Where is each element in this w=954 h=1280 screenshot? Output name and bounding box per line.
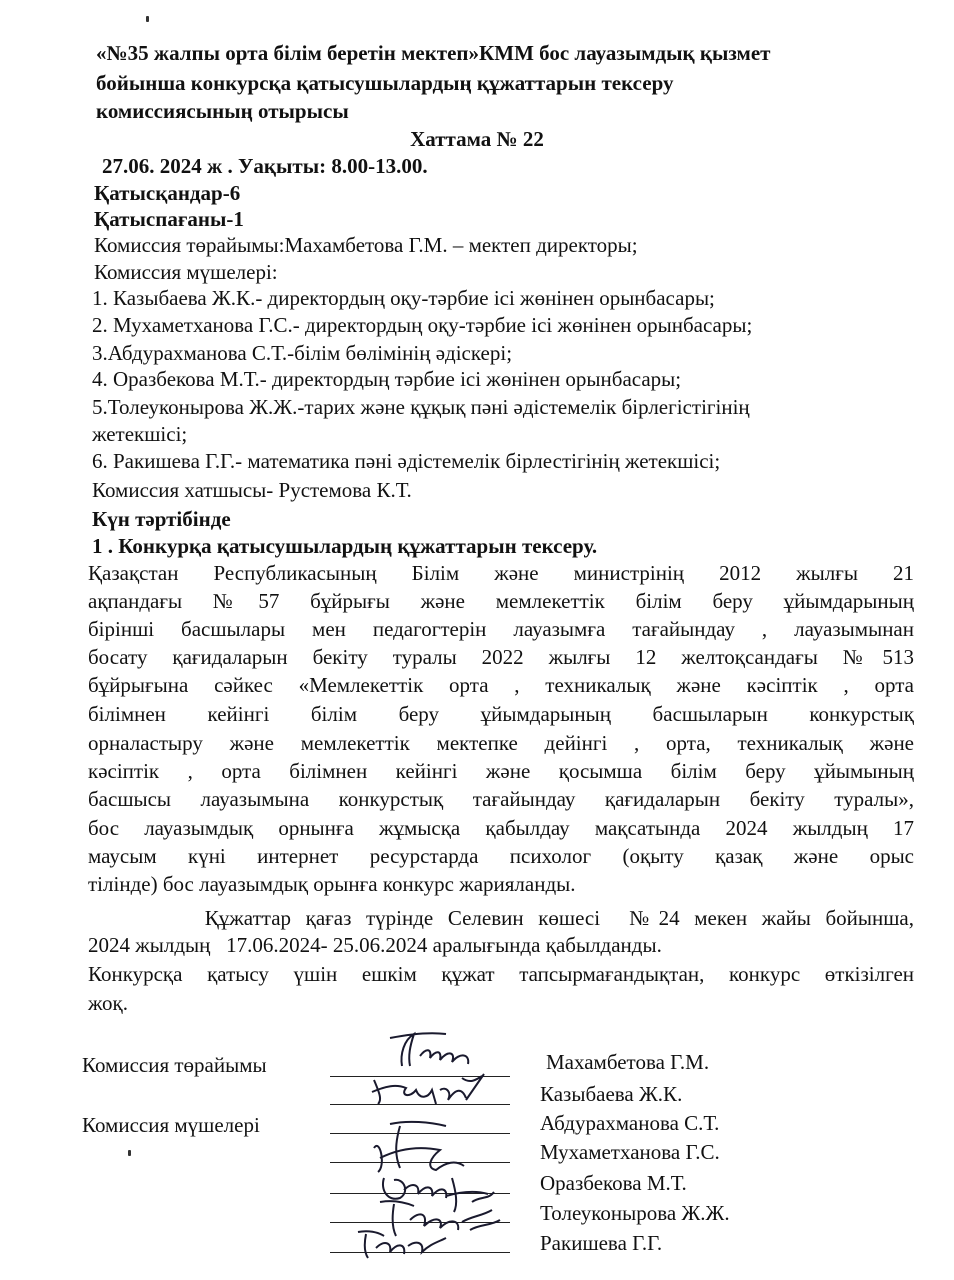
signatory-name: Казыбаева Ж.К. xyxy=(540,1082,683,1106)
agenda-paragraph-1-line: бірінші басшылары мен педагогтерін лауазымға тағайындау , лауазымынан xyxy=(88,617,914,641)
document-title-line-3: комиссиясының отырысы xyxy=(96,99,349,123)
commission-members-heading: Комиссия мүшелері: xyxy=(94,260,278,284)
agenda-paragraph-1-line: босату қағидаларын бекіту туралы 2022 жылғы 12 желтоқсандағы №513 xyxy=(88,645,914,669)
agenda-paragraph-1-line: бос лауазымдық орнынға жұмысқа қабылдау мақсатында 2024 жылдың 17 xyxy=(88,816,914,840)
present-count: Қатысқандар-6 xyxy=(94,181,241,205)
agenda-paragraph-2-last-line: 2024 жылдың 17.06.2024- 25.06.2024 аралығында қабылданды. xyxy=(88,933,662,957)
agenda-item-1: 1 . Конкурқа қатысушылардың құжаттарын тексеру. xyxy=(92,534,598,558)
signatory-name: Ракишева Г.Г. xyxy=(540,1231,663,1255)
document-title-line-2: бойынша конкурсқа қатысушылардың құжаттарын тексеру xyxy=(96,71,674,95)
agenda-paragraph-1-line: орналастыру және мемлекеттік мектепке дейінгі , орта, техникалық және xyxy=(88,731,914,755)
commission-member-4: 4. Оразбекова М.Т.- директордың тәрбие ісі жөнінен орынбасары; xyxy=(92,367,682,391)
agenda-paragraph-1-line: бұйрығына сәйкес «Мемлекеттік орта , техникалық және кәсіптік , орта xyxy=(88,673,914,697)
agenda-paragraph-2-line: Құжаттар қағаз түрінде Селевин көшесі №24 мекен жайы бойынша, xyxy=(88,906,914,930)
commission-member-2: 2. Мухаметханова Г.С.- директордың оқу-тәрбие ісі жөнінен орынбасары; xyxy=(92,313,753,337)
signatory-name: Оразбекова М.Т. xyxy=(540,1171,687,1195)
signatory-name: Абдурахманова С.Т. xyxy=(540,1111,720,1135)
protocol-number: Хаттама № 22 xyxy=(410,127,544,151)
commission-member-3: 3.Абдурахманова С.Т.-білім бөлімінің әдіскері; xyxy=(92,341,513,365)
agenda-paragraph-1-line: ақпандағы №57 бұйрығы және мемлекеттік білім беру ұйымдарының xyxy=(88,589,914,613)
signatory-name: Толеуконырова Ж.Ж. xyxy=(540,1201,730,1225)
handwritten-signature xyxy=(380,1026,490,1074)
commission-secretary: Комиссия хатшысы- Рустемова К.Т. xyxy=(92,478,412,502)
agenda-heading: Күн тәртібінде xyxy=(92,507,231,531)
commission-member-5: 5.Толеуконырова Ж.Ж.-тарих және құқық пәні әдістемелік бірлегістігінің xyxy=(92,395,750,419)
agenda-paragraph-1-line: маусым күні интернет ресурстарда психолог (оқыту қазақ және орыс xyxy=(88,844,914,868)
signatory-name: Махамбетова Г.М. xyxy=(546,1050,710,1074)
commission-chair: Комиссия төрайымы:Махамбетова Г.М. – мектеп директоры; xyxy=(94,233,638,257)
scan-speck xyxy=(128,1150,131,1156)
agenda-paragraph-1-last-line: тілінде) бос лауазымдық орынға конкурс жарияланды. xyxy=(88,872,576,896)
agenda-paragraph-1-line: Қазақстан Республикасының Білім және министрінің 2012 жылғы 21 xyxy=(88,561,914,585)
scan-speck xyxy=(146,16,149,22)
absent-count: Қатыспағаны-1 xyxy=(94,207,244,231)
handwritten-signature xyxy=(366,1070,496,1110)
chair-signature-label: Комиссия төрайымы xyxy=(82,1053,267,1077)
commission-member-1: 1. Казыбаева Ж.К.- директордың оқу-тәрбие ісі жөнінен орынбасары; xyxy=(92,286,715,310)
handwritten-signature xyxy=(350,1226,460,1262)
agenda-paragraph-1-line: басшысы лауазымына конкурстық тағайындау қағидаларын бекіту туралы», xyxy=(88,787,914,811)
agenda-paragraph-3-line: Конкурсқа қатысу үшін ешкім құжат тапсырмағандықтан, конкурс өткізілген xyxy=(88,962,914,986)
meeting-date-time: 27.06. 2024 ж . Уақыты: 8.00-13.00. xyxy=(102,154,428,178)
signatory-name: Мухаметханова Г.С. xyxy=(540,1140,720,1164)
agenda-paragraph-1-line: кәсіптік , орта білімнен кейінгі және қосымша білім беру ұйымының xyxy=(88,759,914,783)
agenda-paragraph-1-line: білімнен кейінгі білім беру ұйымдарының басшыларын конкурстық xyxy=(88,702,914,726)
commission-member-5-cont: жетекшісі; xyxy=(92,422,188,446)
agenda-paragraph-3-last-line: жоқ. xyxy=(88,991,128,1015)
commission-member-6: 6. Ракишева Г.Г.- математика пәні әдістемелік бірлестігінің жетекшісі; xyxy=(92,449,721,473)
document-title-line-1: «№35 жалпы орта білім беретін мектеп»КММ бос лауазымдық қызмет xyxy=(96,41,771,65)
members-signature-label: Комиссия мүшелері xyxy=(82,1113,260,1137)
